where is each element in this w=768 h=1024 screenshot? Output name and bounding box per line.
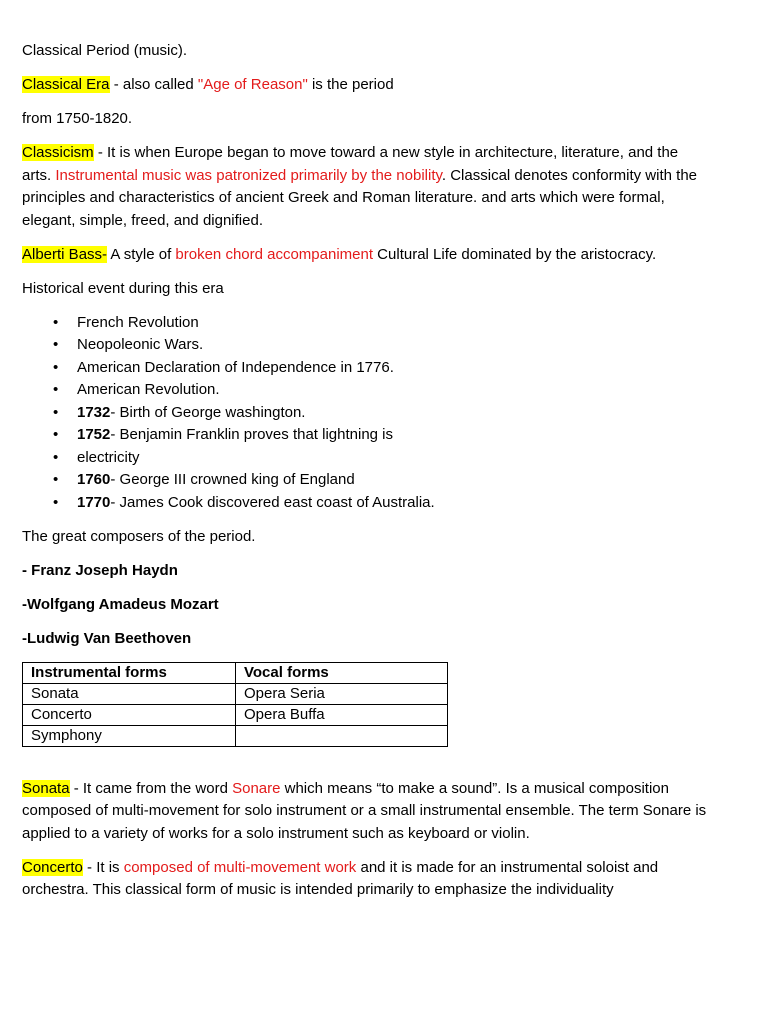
event-text: electricity: [77, 448, 140, 466]
list-item: [22, 492, 708, 515]
sonare-word: Sonare: [232, 779, 281, 797]
concerto-text-1: - It is: [82, 858, 124, 876]
composer-haydn: - Franz Joseph Haydn: [22, 561, 178, 579]
event-text: American Revolution.: [77, 381, 220, 398]
alberti-bass-paragraph: [22, 244, 708, 267]
event-text: - George III crowned king of England: [110, 471, 355, 488]
list-item: [22, 424, 708, 447]
sonata-text-1: - It came from the word: [69, 779, 233, 797]
bullet-icon: •: [53, 313, 59, 331]
concerto-paragraph: [22, 857, 708, 902]
concerto-term: Concerto: [22, 858, 83, 876]
list-item: [22, 357, 708, 380]
list-item: [22, 447, 708, 470]
table-cell: Symphony: [23, 725, 236, 746]
classicism-paragraph: [22, 142, 708, 232]
event-text: American Declaration of Independence in 1776.: [77, 358, 394, 376]
event-text: French Revolution: [77, 313, 199, 331]
table-cell: Sonata: [23, 683, 236, 704]
event-year: 1760: [77, 471, 111, 488]
event-year: 1732: [77, 403, 111, 421]
table-row: [23, 683, 448, 704]
bullet-icon: •: [53, 358, 59, 376]
composer-mozart: -Wolfgang Amadeus Mozart: [22, 595, 219, 613]
age-of-reason-quote: "Age of Reason": [197, 76, 308, 93]
bullet-icon: •: [53, 426, 59, 443]
table-cell: Opera Seria: [236, 683, 448, 704]
composer-beethoven: -Ludwig Van Beethoven: [22, 629, 192, 647]
bullet-icon: •: [53, 448, 59, 466]
concerto-text-2: and it is made for an instrumental soloist and orchestra. This classical form of music is intended primarily to emphasize the individuality: [22, 858, 659, 898]
table-row: [23, 725, 448, 746]
forms-table: [22, 662, 448, 747]
list-item: [22, 312, 708, 335]
list-item: [22, 379, 708, 402]
list-item: [22, 334, 708, 357]
table-cell: Concerto: [23, 704, 236, 725]
classicism-text-2: . Classical denotes conformity with the principles and characteristics of ancient Greek and Roman literature. and arts which were formal, elegant, simple, freed, and dignified.: [22, 166, 698, 229]
event-text: - James Cook discovered east coast of Australia.: [110, 493, 435, 511]
bullet-icon: •: [53, 471, 59, 488]
alberti-bass-term: Alberti Bass-: [22, 245, 108, 263]
table-header-row: [23, 662, 448, 683]
table-cell: [236, 725, 448, 746]
instrumental-forms-header: Instrumental forms: [23, 662, 236, 683]
classical-era-paragraph: [22, 74, 708, 97]
sonata-paragraph: [22, 778, 708, 846]
bullet-icon: •: [53, 403, 59, 421]
bullet-icon: •: [53, 336, 59, 353]
classicism-term: Classicism: [22, 144, 94, 161]
alberti-bass-text-1: A style of: [107, 245, 176, 263]
event-year: 1752: [77, 426, 111, 443]
historical-events-list: [22, 312, 708, 515]
composers-heading: The great composers of the period.: [22, 527, 256, 545]
bullet-icon: •: [53, 381, 59, 398]
event-year: 1770: [77, 493, 111, 511]
document-title: Classical Period (music).: [22, 42, 188, 59]
classicism-text-1: - It is when Europe began to move toward a new style in architecture, literature, and the arts.: [22, 144, 679, 184]
alberti-bass-text-2: Cultural Life dominated by the aristocracy.: [373, 245, 657, 263]
sonata-term: Sonata: [22, 779, 70, 797]
sonata-text-2: which means “to make a sound”. Is a musical composition composed of multi-movement for solo instrument or a small instrumental ensemble. The term Sonare is applied to a variety of works for a solo instrument such as keyboard or violin.: [22, 779, 707, 842]
event-text: Neopoleonic Wars.: [77, 336, 204, 353]
table-cell: Opera Buffa: [236, 704, 448, 725]
bullet-icon: •: [53, 493, 59, 511]
classical-era-term: Classical Era: [22, 76, 110, 93]
event-text: - Birth of George washington.: [110, 403, 306, 421]
alberti-bass-red-text: broken chord accompaniment: [175, 245, 374, 263]
era-dates: from 1750-1820.: [22, 110, 133, 127]
list-item: [22, 469, 708, 492]
list-item: [22, 402, 708, 425]
events-heading: Historical event during this era: [22, 279, 224, 297]
concerto-red-text: composed of multi-movement work: [123, 858, 357, 876]
classical-era-text-1: - also called: [109, 76, 198, 93]
event-text: - Benjamin Franklin proves that lightning is: [110, 426, 394, 443]
classicism-red-text: Instrumental music was patronized primarily by the nobility: [55, 166, 442, 184]
classical-era-text-2: is the period: [307, 76, 394, 93]
vocal-forms-header: Vocal forms: [236, 662, 448, 683]
table-row: [23, 704, 448, 725]
